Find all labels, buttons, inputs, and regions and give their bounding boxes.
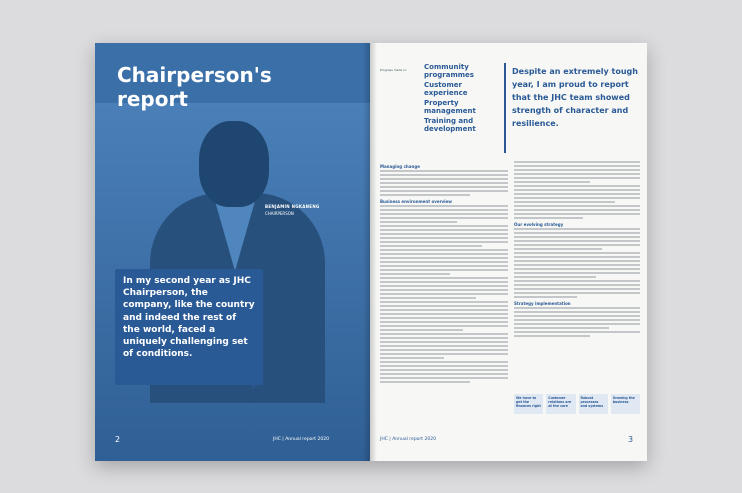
section-heading: Our evolving strategy xyxy=(514,222,564,227)
pillar-box: We have to get the finances right xyxy=(514,394,543,414)
programme-item: Property management xyxy=(424,99,476,115)
programme-item: Community programmes xyxy=(424,63,474,79)
left-page xyxy=(95,43,370,461)
programme-item: Training and development xyxy=(424,117,476,133)
section-heading: Business environment overview xyxy=(380,199,452,204)
page-number-right: 3 xyxy=(628,435,634,444)
footer-left: JHC | Annual report 2020 xyxy=(273,437,329,442)
footer-right: JHC | Annual report 2020 xyxy=(380,437,436,442)
person-caption xyxy=(265,203,320,217)
pillar-box: Customer relations are at the core xyxy=(546,394,575,414)
progress-label: Progress made in: xyxy=(380,68,407,72)
person-head-shape xyxy=(199,121,269,207)
highlight-quote: Despite an extremely tough year, I am proud to report that the JHC team showed strength of character and resilience. xyxy=(512,67,638,128)
body-column-2 xyxy=(514,161,640,339)
right-page xyxy=(370,43,647,461)
person-name: BENJAMIN NGKANENG xyxy=(265,204,320,209)
section-heading: Strategy implementation xyxy=(514,301,571,306)
pillar-box: Robust processes and systems xyxy=(579,394,608,414)
body-column-1 xyxy=(380,161,508,385)
pillar-box: Growing the business xyxy=(611,394,640,414)
strategy-pillars xyxy=(514,394,640,414)
programme-item: Customer experience xyxy=(424,81,468,97)
page-number-left: 2 xyxy=(115,435,121,444)
page-title: Chairperson's report xyxy=(117,63,272,111)
pull-quote: In my second year as JHC Chairperson, the company, like the country and indeed the rest of the world, faced a uniquely challenging set of conditions. xyxy=(115,269,263,385)
section-heading: Managing change xyxy=(380,164,420,169)
programme-list xyxy=(424,63,499,135)
person-role: CHAIRPERSON xyxy=(265,211,294,216)
annual-report-spread xyxy=(95,43,647,461)
highlight-rule xyxy=(504,63,506,153)
